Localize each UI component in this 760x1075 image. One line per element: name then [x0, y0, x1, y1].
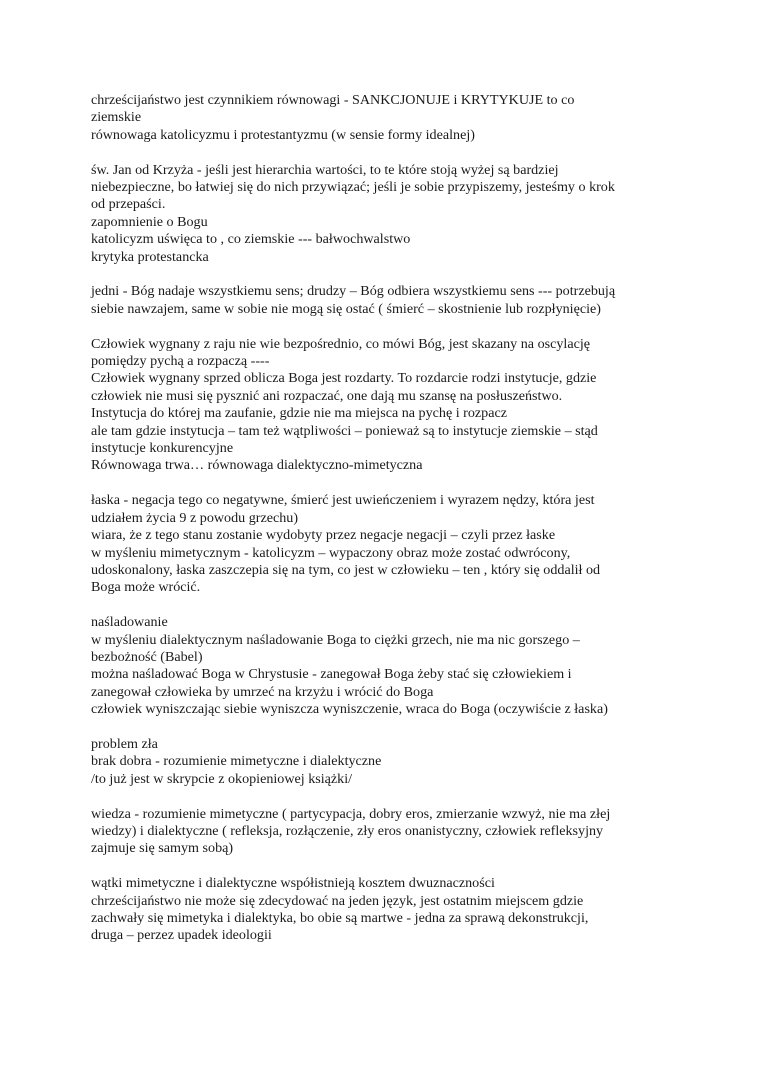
- text-line: katolicyzm uświęca to , co ziemskie --- bałwochwalstwo: [91, 231, 411, 248]
- text-line: krytyka protestancka: [91, 248, 209, 265]
- text-line: ale tam gdzie instytucja – tam też wątpliwości – ponieważ są to instytucje ziemskie – stąd: [91, 422, 598, 439]
- text-line: od przepaści.: [91, 196, 166, 213]
- text-line: łaska - negacja tego co negatywne, śmierć jest uwieńczeniem i wyrazem nędzy, która jest: [91, 492, 595, 509]
- text-line: Instytucja do której ma zaufanie, gdzie nie ma miejsca na pychę i rozpacz: [91, 405, 507, 422]
- text-line: druga – perzez upadek ideologii: [91, 927, 272, 944]
- paragraph-gap: [91, 858, 681, 875]
- text-line: w myśleniu dialektycznym naśladowanie Boga to ciężki grzech, nie ma nic gorszego –: [91, 631, 580, 648]
- text-line: zanegował człowieka by umrzeć na krzyżu i wrócić do Boga: [91, 683, 434, 700]
- text-line: Człowiek wygnany z raju nie wie bezpośrednio, co mówi Bóg, jest skazany na oscylację: [91, 335, 591, 352]
- text-line: Boga może wrócić.: [91, 579, 201, 596]
- text-line: bezbożność (Babel): [91, 648, 203, 665]
- text-line: pomiędzy pychą a rozpaczą ----: [91, 353, 270, 370]
- text-line: /to już jest w skrypcie z okopieniowej książki/: [91, 770, 353, 787]
- text-line: zapomnienie o Bogu: [91, 213, 208, 230]
- text-line: jedni - Bóg nadaje wszystkiemu sens; drudzy – Bóg odbiera wszystkiemu sens --- potrzebują: [91, 283, 616, 300]
- text-line: równowaga katolicyzmu i protestantyzmu (w sensie formy idealnej): [91, 126, 475, 143]
- text-line: naśladowanie: [91, 614, 168, 631]
- text-line: wiedza - rozumienie mimetyczne ( partycypacja, dobry eros, zmierzanie wzwyż, nie ma złej: [91, 805, 611, 822]
- text-line: wątki mimetyczne i dialektyczne współistnieją kosztem dwuznaczności: [91, 875, 495, 892]
- paragraph-gap: [91, 144, 681, 161]
- text-line: udoskonalony, łaska zaszczepia się na tym, co jest w człowieku – ten , który się oddalił od: [91, 561, 601, 578]
- text-line: Człowiek wygnany sprzed oblicza Boga jest rozdarty. To rozdarcie rodzi instytucje, gdzie: [91, 370, 597, 387]
- paragraph-gap: [91, 475, 681, 492]
- text-line: niebezpieczne, bo łatwiej się do nich przywiązać; jeśli je sobie przypiszemy, jesteśmy o krok: [91, 179, 615, 196]
- text-line: chrześcijaństwo nie może się zdecydować na jeden język, jest ostatnim miejscem gdzie: [91, 892, 584, 909]
- text-line: instytucje konkurencyjne: [91, 440, 234, 457]
- paragraph-gap: [91, 318, 681, 335]
- paragraph-gap: [91, 788, 681, 805]
- text-line: człowiek nie musi się pysznić ani rozpaczać, one dają mu szansę na posłuszeństwo.: [91, 387, 563, 404]
- text-line: brak dobra - rozumienie mimetyczne i dialektyczne: [91, 753, 382, 770]
- text-line: Równowaga trwa… równowaga dialektyczno-mimetyczna: [91, 457, 423, 474]
- text-line: siebie nawzajem, same w sobie nie mogą się ostać ( śmierć – skostnienie lub rozpłynięcie): [91, 300, 601, 317]
- text-line: w myśleniu mimetycznym - katolicyzm – wypaczony obraz może zostać odwrócony,: [91, 544, 571, 561]
- paragraph-gap: [91, 719, 681, 736]
- text-line: ziemskie: [91, 109, 142, 126]
- text-line: problem zła: [91, 735, 158, 752]
- text-line: chrześcijaństwo jest czynnikiem równowagi - SANKCJONUJE i KRYTYKUJE to co: [91, 92, 575, 108]
- text-line: człowiek wyniszczając siebie wyniszcza wyniszczenie, wraca do Boga (oczywiście z łaska): [91, 701, 608, 718]
- document-body: [91, 92, 681, 945]
- text-line: zajmuje się samym sobą): [91, 840, 234, 857]
- text-line: św. Jan od Krzyża - jeśli jest hierarchia wartości, to te które stoją wyżej są bardziej: [91, 161, 559, 178]
- text-line: wiedzy) i dialektyczne ( refleksja, rozłączenie, zły eros onanistyczny, człowiek refleksyjny: [91, 822, 604, 839]
- paragraph-gap: [91, 597, 681, 614]
- text-line: zachwały się mimetyka i dialektyka, bo obie są martwe - jedna za sprawą dekonstrukcji,: [91, 909, 589, 926]
- text-line: można naśladować Boga w Chrystusie - zanegował Boga żeby stać się człowiekiem i: [91, 666, 572, 683]
- paragraph-gap: [91, 266, 681, 283]
- text-line: wiara, że z tego stanu zostanie wydobyty przez negacje negacji – czyli przez łaske: [91, 527, 556, 544]
- text-line: udziałem życia 9 z powodu grzechu): [91, 509, 299, 526]
